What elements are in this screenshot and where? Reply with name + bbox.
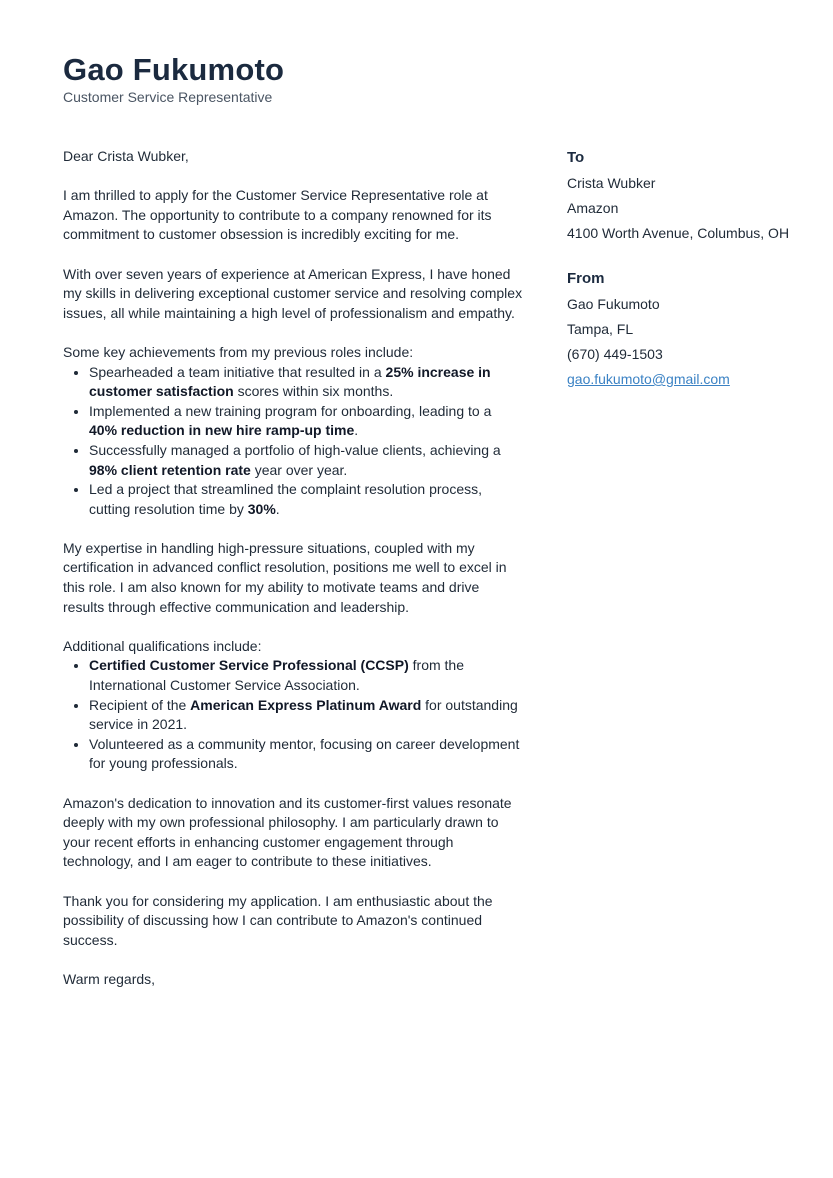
expertise-paragraph: My expertise in handling high-pressure situations, coupled with my certification in advanced conflict resolution, positions me well to excel in this role. I am also known for my ability to motivate teams and drive results through effective communication and leadership.: [63, 539, 507, 615]
letter-body: [63, 147, 523, 1009]
intro-paragraph: I am thrilled to apply for the Customer Service Representative role at Amazon. The opportunity to contribute to a company renowned for its commitment to customer obsession is incredibly exciting for me.: [63, 187, 492, 243]
from-heading: From: [567, 270, 605, 287]
achievements-list: [63, 363, 523, 520]
qualifications-intro: Additional qualifications include:: [63, 637, 262, 654]
list-item: • Spearheaded a team initiative that resulted in a 25% increase in customer satisfaction scores within six months.: [89, 363, 523, 402]
experience-paragraph: With over seven years of experience at American Express, I have honed my skills in delivering exceptional customer service and resolving complex issues, all while maintaining a high level of professionalism and empathy.: [63, 265, 523, 321]
recipient-name: Crista Wubker: [567, 175, 656, 191]
sender-title: Customer Service Representative: [63, 89, 273, 105]
list-item: • Certified Customer Service Professional (CCSP) from the International Customer Service Association.: [89, 656, 523, 695]
qualifications-list: [63, 656, 523, 774]
sender-name: Gao Fukumoto: [63, 52, 285, 87]
closing: Warm regards,: [63, 970, 156, 987]
salutation: Dear Crista Wubker,: [63, 148, 189, 164]
recipient-section: [567, 147, 817, 246]
thanks-paragraph: Thank you for considering my application. I am enthusiastic about the possibility of discussing how I can contribute to Amazon's continued success.: [63, 892, 493, 948]
sender-section: [567, 268, 817, 392]
list-item: • Implemented a new training program for onboarding, leading to a 40% reduction in new hire ramp-up time.: [89, 402, 523, 441]
sender-phone: (670) 449-1503: [567, 346, 663, 362]
to-heading: To: [567, 149, 585, 166]
list-item: • Recipient of the American Express Platinum Award for outstanding service in 2021.: [89, 696, 523, 735]
list-item: • Led a project that streamlined the complaint resolution process, cutting resolution time by 30%.: [89, 480, 523, 519]
contact-sidebar: [567, 147, 817, 392]
list-item: • Volunteered as a community mentor, focusing on career development for young professionals.: [89, 735, 523, 774]
sender-location: Tampa, FL: [567, 321, 634, 337]
recipient-company: Amazon: [567, 200, 619, 216]
letter-header: [63, 52, 284, 106]
list-item: • Successfully managed a portfolio of high-value clients, achieving a 98% client retention rate year over year.: [89, 441, 523, 480]
achievements-intro: Some key achievements from my previous roles include:: [63, 343, 414, 360]
dedication-paragraph: Amazon's dedication to innovation and its customer-first values resonate deeply with my own professional philosophy. I am particularly drawn to your recent efforts in enhancing customer engagement through technology, and I am eager to contribute to these initiatives.: [63, 794, 512, 870]
sender-contact-name: Gao Fukumoto: [567, 296, 660, 312]
sender-email-link[interactable]: gao.fukumoto@gmail.com: [567, 371, 730, 387]
recipient-address: 4100 Worth Avenue, Columbus, OH: [567, 225, 790, 241]
